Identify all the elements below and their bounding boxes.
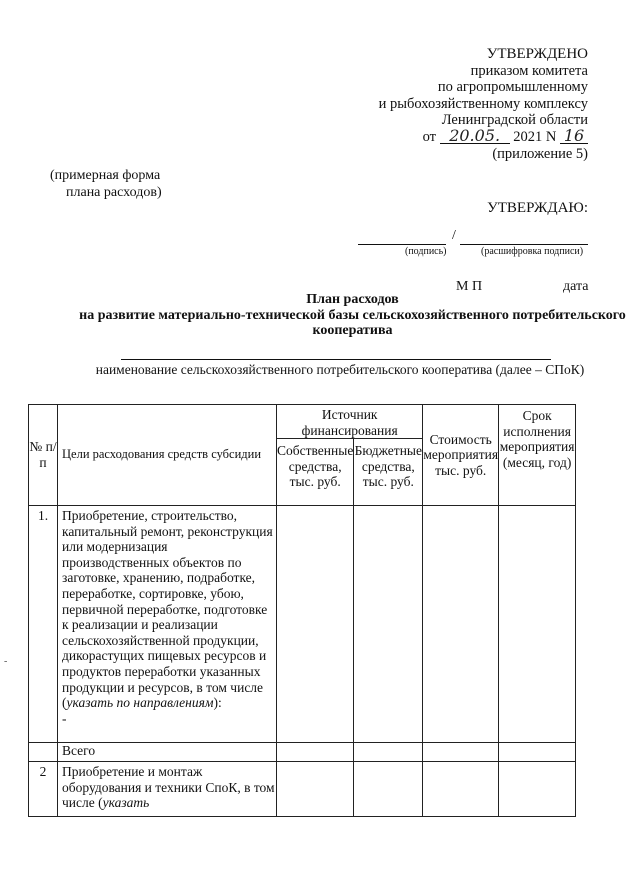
header-goal: Цели расходования средств субсидии [58,405,277,506]
year-text: 2021 N [513,128,557,145]
row-2-cost[interactable] [423,762,499,817]
sample-form-line-1: (примерная форма [50,168,161,183]
date-label: дата [563,279,589,294]
signature-decode-line [460,232,588,245]
document-title [60,292,640,339]
row-1-own[interactable] [277,506,354,743]
signature-decode-caption: (расшифровка подписи) [481,246,584,257]
row-total-num [29,743,58,762]
row-2-italic: указать [102,795,150,811]
stamp-place-label: М П [456,279,483,294]
approved-line-3: и рыбохозяйственному комплексу [378,95,588,112]
expense-plan-table [28,404,576,817]
approved-line-4: Ленинградской области [441,112,588,129]
row-1-goal [58,506,277,743]
approve-label: УТВЕРЖДАЮ: [487,200,588,216]
margin-tick: - [4,656,8,667]
row-1-term[interactable] [499,506,576,743]
table-row [29,743,576,762]
sample-form-note [50,168,162,201]
row-total-term[interactable] [499,743,576,762]
row-total-label: Всего [58,743,277,762]
approved-line-2: по агропромышленному [437,79,588,96]
appendix-label: (приложение 5) [492,145,588,162]
coop-name-caption: наименование сельскохозяйственного потребительского кооператива (далее – СПоК) [95,362,585,377]
table-row [29,762,576,817]
row-total-own[interactable] [277,743,354,762]
table-header-row [29,405,576,439]
date-prefix: от [422,128,437,145]
header-source: Источник финансирования [277,405,423,439]
handwritten-date: 20.05. [440,129,510,144]
header-num: № п/п [29,405,58,506]
row-1-cost[interactable] [423,506,499,743]
approved-date-line [379,125,588,146]
header-term: Срок исполнения мероприятия (месяц, год) [499,405,576,506]
coop-name-line [121,357,551,360]
row-total-cost[interactable] [423,743,499,762]
signature-slash: / [452,228,456,243]
header-budget-funds: Бюджетные средства, тыс. руб. [354,439,423,506]
row-2-text: Приобретение и монтаж оборудования и техники СпоК, в том числе ( [62,764,275,811]
signature-caption: (подпись) [405,246,447,257]
title-line-2: на развитие материально-технической базы сельскохозяйственного потребительского [79,307,626,323]
row-2-term[interactable] [499,762,576,817]
row-1-text: Приобретение, строительство, капитальный ремонт, реконструкция или модернизация производственных объектов по заготовке, хранению, подработке, переработке, сортировке, убою, первичной переработке, подготовке к реализации и реализации сельскохозяйственной продукции, дикорастущих пищевых ресурсов и продуктов переработки указанных продукции и ресурсов, в том числе ( [62,508,273,711]
row-1-tail: ): [213,695,222,711]
header-own-funds: Собственные средства, тыс. руб. [277,439,354,506]
row-1-dash: - [62,710,67,726]
row-1-italic: указать по направлениям [66,695,214,711]
row-2-num: 2 [29,762,58,817]
approved-block [379,46,588,162]
row-1-budget[interactable] [354,506,423,743]
title-line-3: кооператива [312,323,393,338]
header-cost: Стоимость мероприятия тыс. руб. [423,405,499,506]
sample-form-line-2: плана расходов) [66,184,162,200]
table-row [29,506,576,743]
row-2-budget[interactable] [354,762,423,817]
row-2-goal [58,762,277,817]
row-total-budget[interactable] [354,743,423,762]
row-2-own[interactable] [277,762,354,817]
signature-line [358,232,446,245]
row-1-num: 1. [29,506,58,743]
approved-line-1: приказом комитета [470,62,588,79]
handwritten-number: 16 [560,129,588,144]
title-line-1: План расходов [306,292,399,307]
approved-title: УТВЕРЖДЕНО [486,46,588,62]
